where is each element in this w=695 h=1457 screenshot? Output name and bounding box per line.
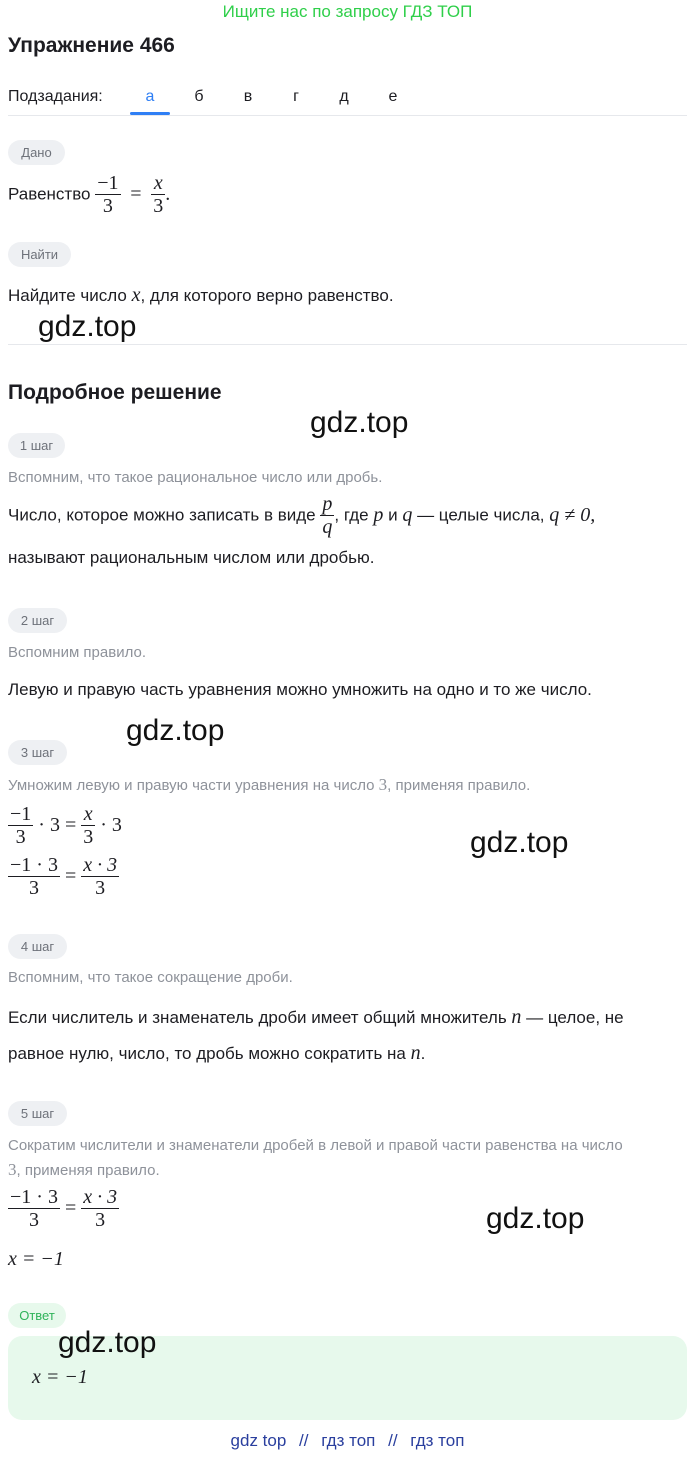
step-4-line-1 [8, 1006, 624, 1029]
tab-a[interactable]: а [145, 88, 155, 105]
step-3-eq1-lhs-num: −1 [10, 803, 32, 825]
tab-v[interactable]: в [243, 88, 253, 105]
step-4-text-b: — целое, не [526, 1008, 624, 1027]
section-divider [8, 344, 687, 345]
step-3-eq1-lhs-den: 3 [15, 826, 26, 848]
step-1-p: p [373, 504, 384, 526]
footer-separator: // [388, 1431, 398, 1450]
step-1-line-1 [8, 493, 595, 538]
step-4-text-c: равное нулю, число, то дробь можно сократить на [8, 1044, 406, 1063]
step-1-text-b: , где [334, 505, 369, 525]
footer-link-3[interactable]: гдз топ [410, 1431, 465, 1450]
step-3-hint [8, 775, 530, 795]
step-3-eq2-rhs-num: x · 3 [83, 854, 118, 876]
tabs-divider [8, 115, 687, 116]
step-3-eq1-rhs-num: x [81, 803, 95, 826]
step-1-text-a: Число, которое можно записать в виде [8, 505, 316, 525]
find-text-after: , для которого верно равенство. [140, 286, 394, 305]
step-1-line-2: называют рациональным числом или дробью. [8, 548, 375, 567]
given-prefix: Равенство [8, 184, 91, 204]
tab-e[interactable]: е [388, 88, 398, 105]
tab-d[interactable]: д [339, 88, 349, 105]
given-lhs-num: −1 [97, 172, 119, 194]
step-5-eq: = [64, 1197, 77, 1219]
step-3-eq2-rhs-den: 3 [95, 877, 106, 899]
subtasks-label: Подзадания: [8, 88, 103, 105]
step-5-hint-line-1: Сократим числители и знаменатели дробей в левой и правой части равенства на число [8, 1137, 623, 1154]
page-title: Упражнение 466 [8, 34, 175, 57]
step-3-hint-before: Умножим левую и правую части уравнения на число [8, 777, 375, 794]
step-5-hint-num: 3 [8, 1160, 17, 1179]
step-1-frac-num: p [322, 493, 333, 515]
watermark: gdz.top [58, 1326, 157, 1359]
footer-link-2[interactable]: гдз топ [321, 1431, 376, 1450]
step-1-pill: 1 шаг [8, 433, 65, 458]
footer-separator: // [299, 1431, 309, 1450]
answer-pill: Ответ [8, 1303, 66, 1328]
given-rhs-num: x [151, 172, 165, 195]
step-2-text: Левую и правую часть уравнения можно умножить на одно и то же число. [8, 680, 592, 699]
step-2-hint: Вспомним правило. [8, 644, 147, 661]
step-5-equation [8, 1186, 119, 1231]
step-5-rhs-num: x · 3 [83, 1186, 118, 1208]
step-2-pill: 2 шаг [8, 608, 67, 633]
step-5-lhs-num: −1 · 3 [10, 1186, 58, 1208]
step-1-condition: q ≠ 0, [549, 504, 596, 526]
step-3-eq1-rmul: · 3 [100, 814, 122, 836]
step-5-hint-after: , применяя правило. [16, 1162, 160, 1179]
step-5-rhs-den: 3 [95, 1209, 106, 1231]
watermark: gdz.top [310, 406, 409, 439]
watermark: gdz.top [470, 826, 569, 859]
step-3-equation-2 [8, 854, 119, 899]
given-rhs-fraction [151, 172, 165, 217]
step-3-eq1-lhs [8, 803, 33, 848]
step-5-lhs-den: 3 [28, 1209, 39, 1231]
step-4-n-2: n [410, 1042, 421, 1064]
step-3-eq2-lhs-num: −1 · 3 [10, 854, 58, 876]
answer-value: x = −1 [32, 1366, 88, 1388]
step-5-pill: 5 шаг [8, 1101, 67, 1126]
step-3-eq1-rhs [81, 803, 95, 848]
solution-title: Подробное решение [8, 381, 222, 404]
tab-b[interactable]: б [194, 88, 204, 105]
step-4-n: n [511, 1006, 522, 1028]
footer-link-1[interactable]: gdz top [230, 1431, 287, 1450]
step-4-hint: Вспомним, что такое сокращение дроби. [8, 969, 293, 986]
step-4-text-d: . [420, 1044, 426, 1063]
step-3-pill: 3 шаг [8, 740, 67, 765]
given-lhs-fraction [95, 172, 120, 217]
step-4-line-2 [8, 1042, 425, 1065]
step-3-eq2-lhs-den: 3 [28, 877, 39, 899]
given-rhs-den: 3 [153, 195, 164, 217]
step-1-frac-den: q [322, 516, 333, 538]
watermark: gdz.top [38, 310, 137, 343]
given-statement: Равенство $\frac{-1}{3}$ = $\frac{x}{3}$ . [8, 172, 171, 217]
find-var: x [131, 284, 141, 306]
step-1-q: q [402, 504, 413, 526]
step-3-eq1-rhs-den: 3 [83, 826, 94, 848]
step-3-hint-num: 3 [378, 775, 388, 794]
step-3-eq2-eq: = [64, 865, 77, 887]
step-1-hint: Вспомним, что такое рациональное число или дробь. [8, 469, 383, 486]
watermark: gdz.top [486, 1202, 585, 1235]
step-1-fraction [320, 493, 334, 538]
step-5-rhs [81, 1186, 119, 1231]
given-pill: Дано [8, 140, 65, 165]
step-3-eq2-rhs [81, 854, 119, 899]
step-5-lhs [8, 1186, 60, 1231]
step-3-equation-1 [8, 803, 122, 848]
find-text-before: Найдите число [8, 286, 127, 305]
step-4-pill: 4 шаг [8, 934, 67, 959]
find-pill: Найти [8, 242, 71, 267]
step-5-result: x = −1 [8, 1248, 64, 1270]
step-3-hint-after: , применяя правило. [387, 777, 531, 794]
step-1-text-c: — целые числа, [417, 505, 545, 525]
step-3-eq2-lhs [8, 854, 60, 899]
watermark: gdz.top [126, 714, 225, 747]
promo-banner[interactable]: Ищите нас по запросу ГДЗ ТОП [222, 2, 473, 21]
tab-g[interactable]: г [293, 88, 299, 105]
step-3-eq1-lmul: · 3 = [38, 814, 77, 836]
step-5-hint-line-2 [8, 1160, 160, 1180]
footer-links [0, 1431, 695, 1451]
find-statement [8, 284, 394, 307]
step-4-text-a: Если числитель и знаменатель дроби имеет общий множитель [8, 1008, 507, 1027]
given-lhs-den: 3 [102, 195, 113, 217]
step-1-and: и [388, 505, 398, 525]
